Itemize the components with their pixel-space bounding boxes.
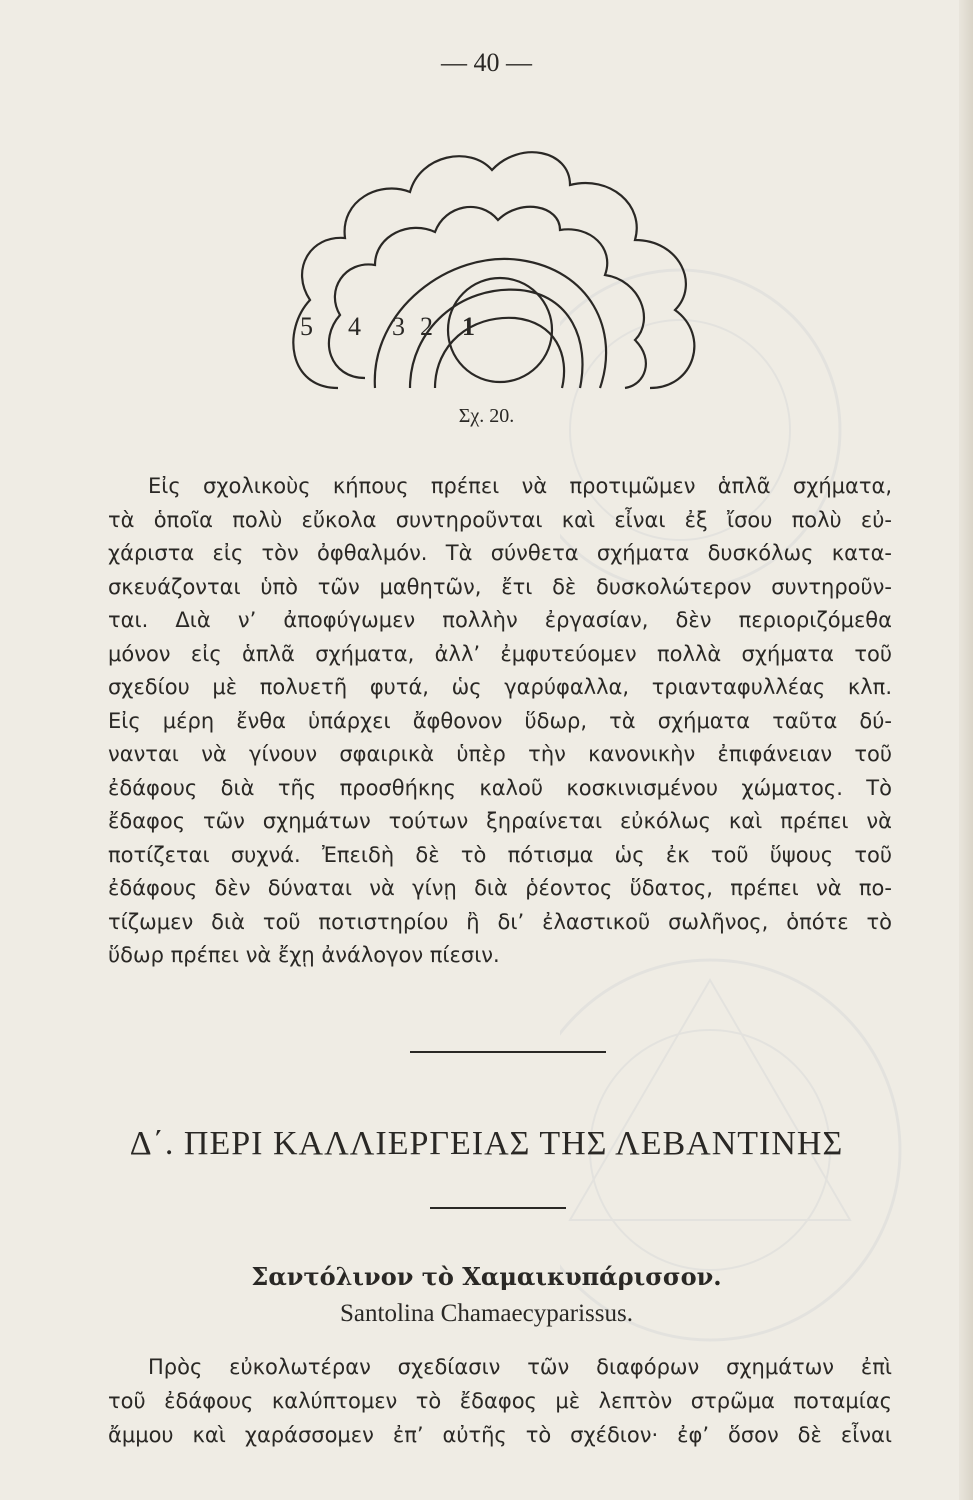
text-line: ποτίζεται συχνά. Ἐπειδὴ δὲ τὸ πότισμα ὡς ἐκ τοῦ ὕψους τοῦ (108, 842, 892, 867)
plant-greek-name: Σαντόλινον τὸ Χαμαικυπάρισσον. (251, 1262, 722, 1291)
text-line: Πρὸς εὐκολωτέραν σχεδίασιν τῶν διαφόρων σχημάτων ἐπὶ (148, 1355, 892, 1379)
body-paragraph-2 (108, 1350, 892, 1452)
figure-label-4: 4 (348, 312, 361, 341)
figure-caption: Σχ. 20. (458, 405, 515, 427)
section-divider (410, 1051, 606, 1053)
plant-latin-name: Santolina Chamaecyparissus. (340, 1300, 633, 1327)
text-line: νανται νὰ γίνουν σφαιρικὰ ὑπὲρ τὴν κανονικὴν ἐπιφάνειαν τοῦ (108, 742, 892, 766)
text-line: χάριστα εἰς τὸν ὀφθαλμόν. Τὰ σύνθετα σχήματα δυσκόλως κατα- (108, 541, 892, 565)
section-heading: Δ΄. ΠΕΡΙ ΚΑΛΛΙΕΡΓΕΙΑΣ ΤΗΣ ΛΕΒΑΝΤΙΝΗΣ (129, 1125, 844, 1162)
page-edge-shadow (959, 0, 973, 1500)
text-line: ται. Διὰ ν’ ἀποφύγωμεν πολλὴν ἐργασίαν, δὲν περιοριζόμεθα (108, 608, 892, 632)
text-line: τίζωμεν διὰ τοῦ ποτιστηρίου ἢ δι’ ἐλαστικοῦ σωλῆνος, ὁπότε τὸ (108, 909, 892, 934)
text-line: Εἰς σχολικοὺς κήπους πρέπει νὰ προτιμῶμεν ἁπλᾶ σχήματα, (148, 474, 892, 498)
text-line: ἄμμου καὶ χαράσσομεν ἐπ’ αὐτῆς τὸ σχέδιον· ἐφ’ ὅσον δὲ εἶναι (108, 1423, 892, 1447)
heading-divider (430, 1207, 566, 1209)
flowerbed-diagram (270, 130, 710, 400)
text-line: μόνον εἰς ἁπλᾶ σχήματα, ἀλλ’ ἐμφυτεύομεν πολλὰ σχήματα τοῦ (108, 641, 892, 666)
text-line: τὰ ὁποῖα πολὺ εὔκολα συντηροῦνται καὶ εἶναι ἐξ ἴσου πολὺ εὐ- (108, 507, 892, 532)
page-number: — 40 — (441, 48, 532, 77)
figure-label-2: 2 (420, 312, 433, 341)
figure-label-1: 1 (462, 312, 475, 341)
text-line: ἐδάφους δὲν δύναται νὰ γίνῃ διὰ ῥέοντος ὕδατος, πρέπει νὰ πο- (108, 876, 892, 900)
body-paragraph-1 (108, 470, 892, 973)
text-line: ὕδωρ πρέπει νὰ ἔχῃ ἀνάλογον πίεσιν. (108, 943, 500, 967)
text-line: ἐδάφους διὰ τῆς προσθήκης καλοῦ κοσκινισμένου χώματος. Τὸ (108, 775, 892, 800)
figure-label-5: 5 (300, 312, 313, 341)
text-line: τοῦ ἐδάφους καλύπτομεν τὸ ἔδαφος μὲ λεπτὸν στρῶμα ποταμίας (108, 1389, 892, 1413)
text-line: σχεδίου μὲ πολυετῆ φυτά, ὡς γαρύφαλλα, τριανταφυλλέας κλπ. (108, 675, 892, 699)
figure-label-3: 3 (392, 312, 405, 341)
text-line: Εἰς μέρη ἔνθα ὑπάρχει ἄφθονον ὕδωρ, τὰ σχήματα ταῦτα δύ- (108, 708, 892, 733)
text-line: ἔδαφος τῶν σχημάτων τούτων ξηραίνεται εὐκόλως καὶ πρέπει νὰ (108, 809, 892, 833)
text-line: σκευάζονται ὑπὸ τῶν μαθητῶν, ἔτι δὲ δυσκολώτερον συντηροῦν- (108, 574, 892, 599)
